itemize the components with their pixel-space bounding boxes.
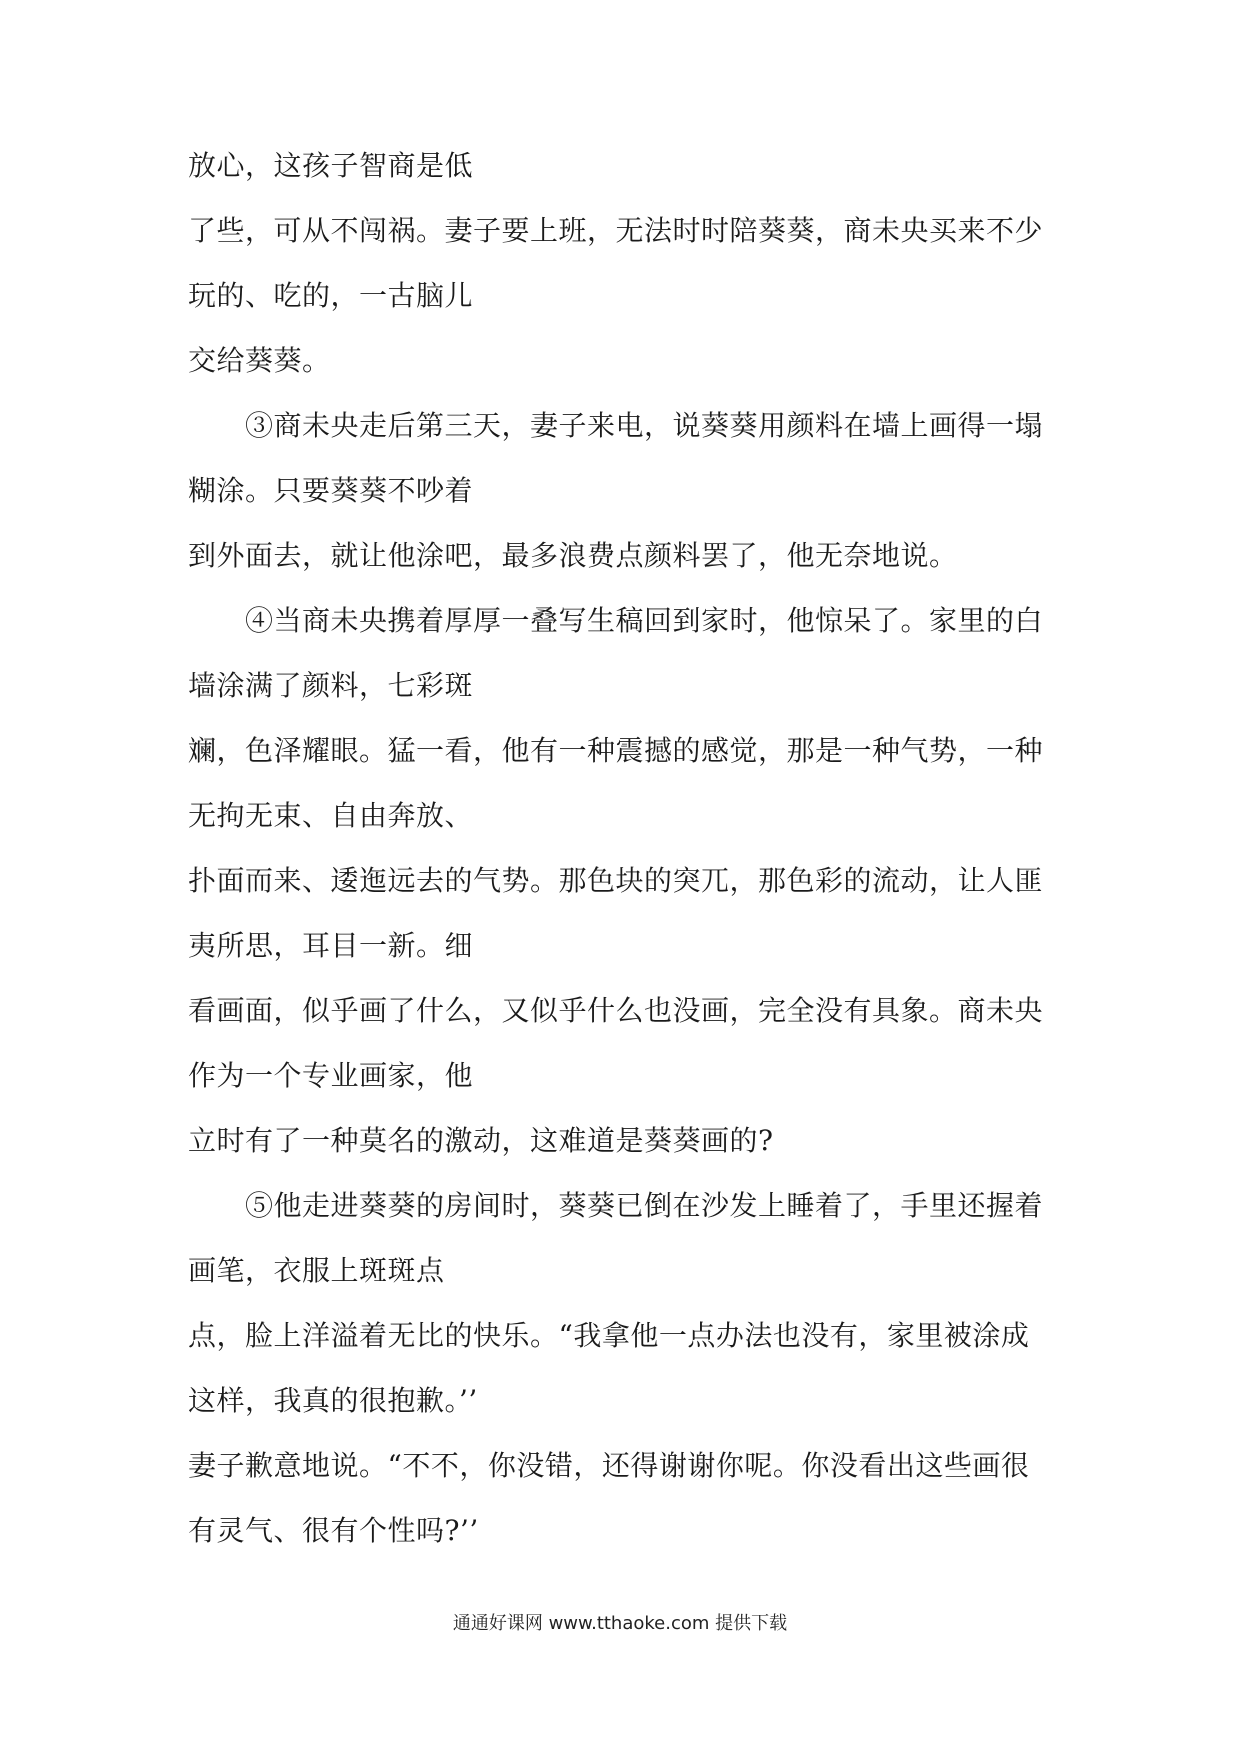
paragraph-5-start: ⑤他走进葵葵的房间时，葵葵已倒在沙发上睡着了，手里还握着 [188,1189,1044,1222]
text-line: 有灵气、很有个性吗?’’ [188,1514,479,1547]
text-line: 斓，色泽耀眼。猛一看，他有一种震撼的感觉，那是一种气势，一种 [188,734,1044,767]
text-line: 了些，可从不闯祸。妻子要上班，无法时时陪葵葵，商未央买来不少 [188,214,1044,247]
text-line: 妻子歉意地说。“不不，你没错，还得谢谢你呢。你没看出这些画很 [188,1449,1030,1482]
text-line: 无拘无束、自由奔放、 [188,799,474,832]
text-line: 作为一个专业画家，他 [188,1059,474,1092]
text-line: 扑面而来、逶迤远去的气势。那色块的突兀，那色彩的流动，让人匪 [188,864,1044,897]
text-line: 点，脸上洋溢着无比的快乐。“我拿他一点办法也没有，家里被涂成 [188,1319,1030,1352]
text-line: 玩的、吃的，一古脑儿 [188,279,474,312]
text-line: 看画面，似乎画了什么，又似乎什么也没画，完全没有具象。商未央 [188,994,1044,1027]
page-footer: 通通好课网 www.tthaoke.com 提供下载 [452,1613,788,1634]
text-line: 糊涂。只要葵葵不吵着 [188,474,474,507]
paragraph-3-start: ③商未央走后第三天，妻子来电，说葵葵用颜料在墙上画得一塌 [188,409,1044,442]
text-line: 夷所思，耳目一新。细 [188,929,474,962]
text-line: 画笔，衣服上斑斑点 [188,1254,445,1287]
text-line: 墙涂满了颜料，七彩斑 [188,669,474,702]
text-line: 这样，我真的很抱歉。’’ [188,1384,478,1417]
paragraph-4-start: ④当商未央携着厚厚一叠写生稿回到家时，他惊呆了。家里的白 [188,604,1044,637]
text-line: 放心，这孩子智商是低 [188,149,474,182]
text-line: 到外面去，就让他涂吧，最多浪费点颜料罢了，他无奈地说。 [188,539,958,572]
text-line: 交给葵葵。 [188,344,331,377]
text-line: 立时有了一种莫名的激动，这难道是葵葵画的? [188,1124,774,1157]
